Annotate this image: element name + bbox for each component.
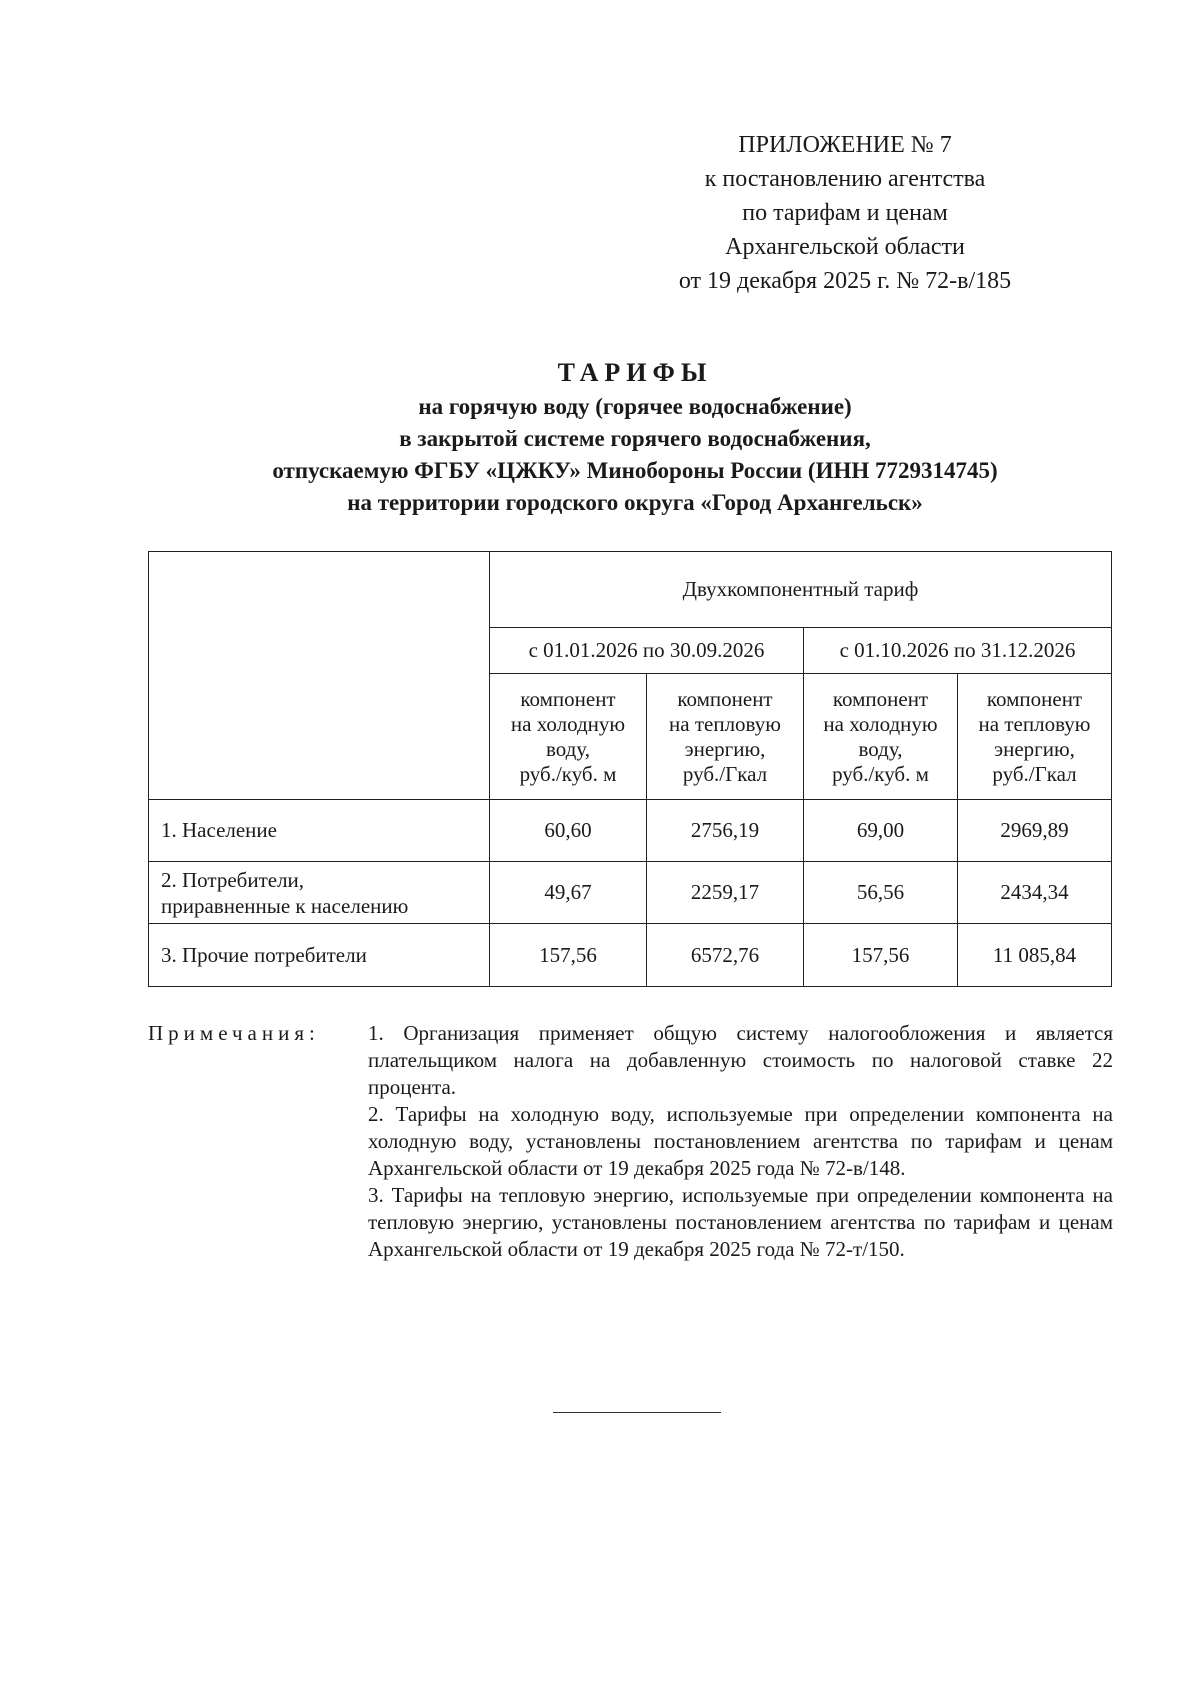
header-component: компонент на холодную воду, руб./куб. м — [804, 674, 958, 800]
row-value: 49,67 — [490, 862, 647, 924]
table-row — [149, 862, 1112, 924]
row-value: 11 085,84 — [958, 924, 1112, 987]
header-tariff-type: Двухкомпонентный тариф — [490, 552, 1112, 628]
appendix-line: по тарифам и ценам — [742, 200, 948, 226]
header-period: с 01.10.2026 по 31.12.2026 — [804, 628, 1112, 674]
appendix-number: ПРИЛОЖЕНИЕ № 7 — [738, 132, 952, 158]
note-item: 1. Организация применяет общую систему налогообложения и является плательщиком налога на добавленную стоимость по налоговой ставке 22 процента. — [368, 1021, 1113, 1099]
title-line: в закрытой системе горячего водоснабжения, — [399, 426, 871, 451]
note-item: 3. Тарифы на тепловую энергию, используемые при определении компонента на тепловую энергию, установлены постановлением агентства по тарифам и ценам Архангельской области от 19 декабря 2025 года № 72-т/150. — [368, 1183, 1113, 1261]
row-value: 2969,89 — [958, 800, 1112, 862]
row-value: 60,60 — [490, 800, 647, 862]
appendix-header — [630, 128, 1060, 298]
title-line: на территории городского округа «Город Архангельск» — [347, 490, 923, 515]
row-value: 157,56 — [804, 924, 958, 987]
table-row — [149, 800, 1112, 862]
header-period: с 01.01.2026 по 30.09.2026 — [490, 628, 804, 674]
row-value: 2259,17 — [647, 862, 804, 924]
header-component: компонент на тепловую энергию, руб./Гкал — [958, 674, 1112, 800]
appendix-date: от 19 декабря 2025 г. № 72-в/185 — [678, 268, 1012, 294]
row-value: 157,56 — [490, 924, 647, 987]
row-value: 6572,76 — [647, 924, 804, 987]
notes-body — [368, 1020, 1113, 1263]
header-component: компонент на холодную воду, руб./куб. м — [490, 674, 647, 800]
title-main: ТАРИФЫ — [557, 358, 713, 387]
row-value: 69,00 — [804, 800, 958, 862]
header-component: компонент на тепловую энергию, руб./Гкал — [647, 674, 804, 800]
title-line: отпускаемую ФГБУ «ЦЖКУ» Минобороны России (ИНН 7729314745) — [272, 458, 998, 483]
row-value: 56,56 — [804, 862, 958, 924]
appendix-line: к постановлению агентства — [704, 166, 986, 192]
appendix-line: Архангельской области — [725, 234, 965, 260]
row-label: 1. Население — [149, 800, 490, 862]
end-divider — [553, 1412, 721, 1413]
document-title — [100, 355, 1170, 519]
title-line: на горячую воду (горячее водоснабжение) — [418, 394, 852, 419]
notes-label: Примечания: — [148, 1021, 320, 1045]
note-item: 2. Тарифы на холодную воду, используемые при определении компонента на холодную воду, установлены постановлением агентства по тарифам и ценам Архангельской области от 19 декабря 2025 года № 72-в/148. — [368, 1102, 1113, 1180]
row-value: 2756,19 — [647, 800, 804, 862]
table-row — [149, 924, 1112, 987]
row-label: 2. Потребители, приравненные к населению — [149, 862, 490, 924]
row-label: 3. Прочие потребители — [149, 924, 490, 987]
row-value: 2434,34 — [958, 862, 1112, 924]
table-corner-cell — [149, 552, 490, 800]
tariffs-table — [148, 551, 1112, 987]
